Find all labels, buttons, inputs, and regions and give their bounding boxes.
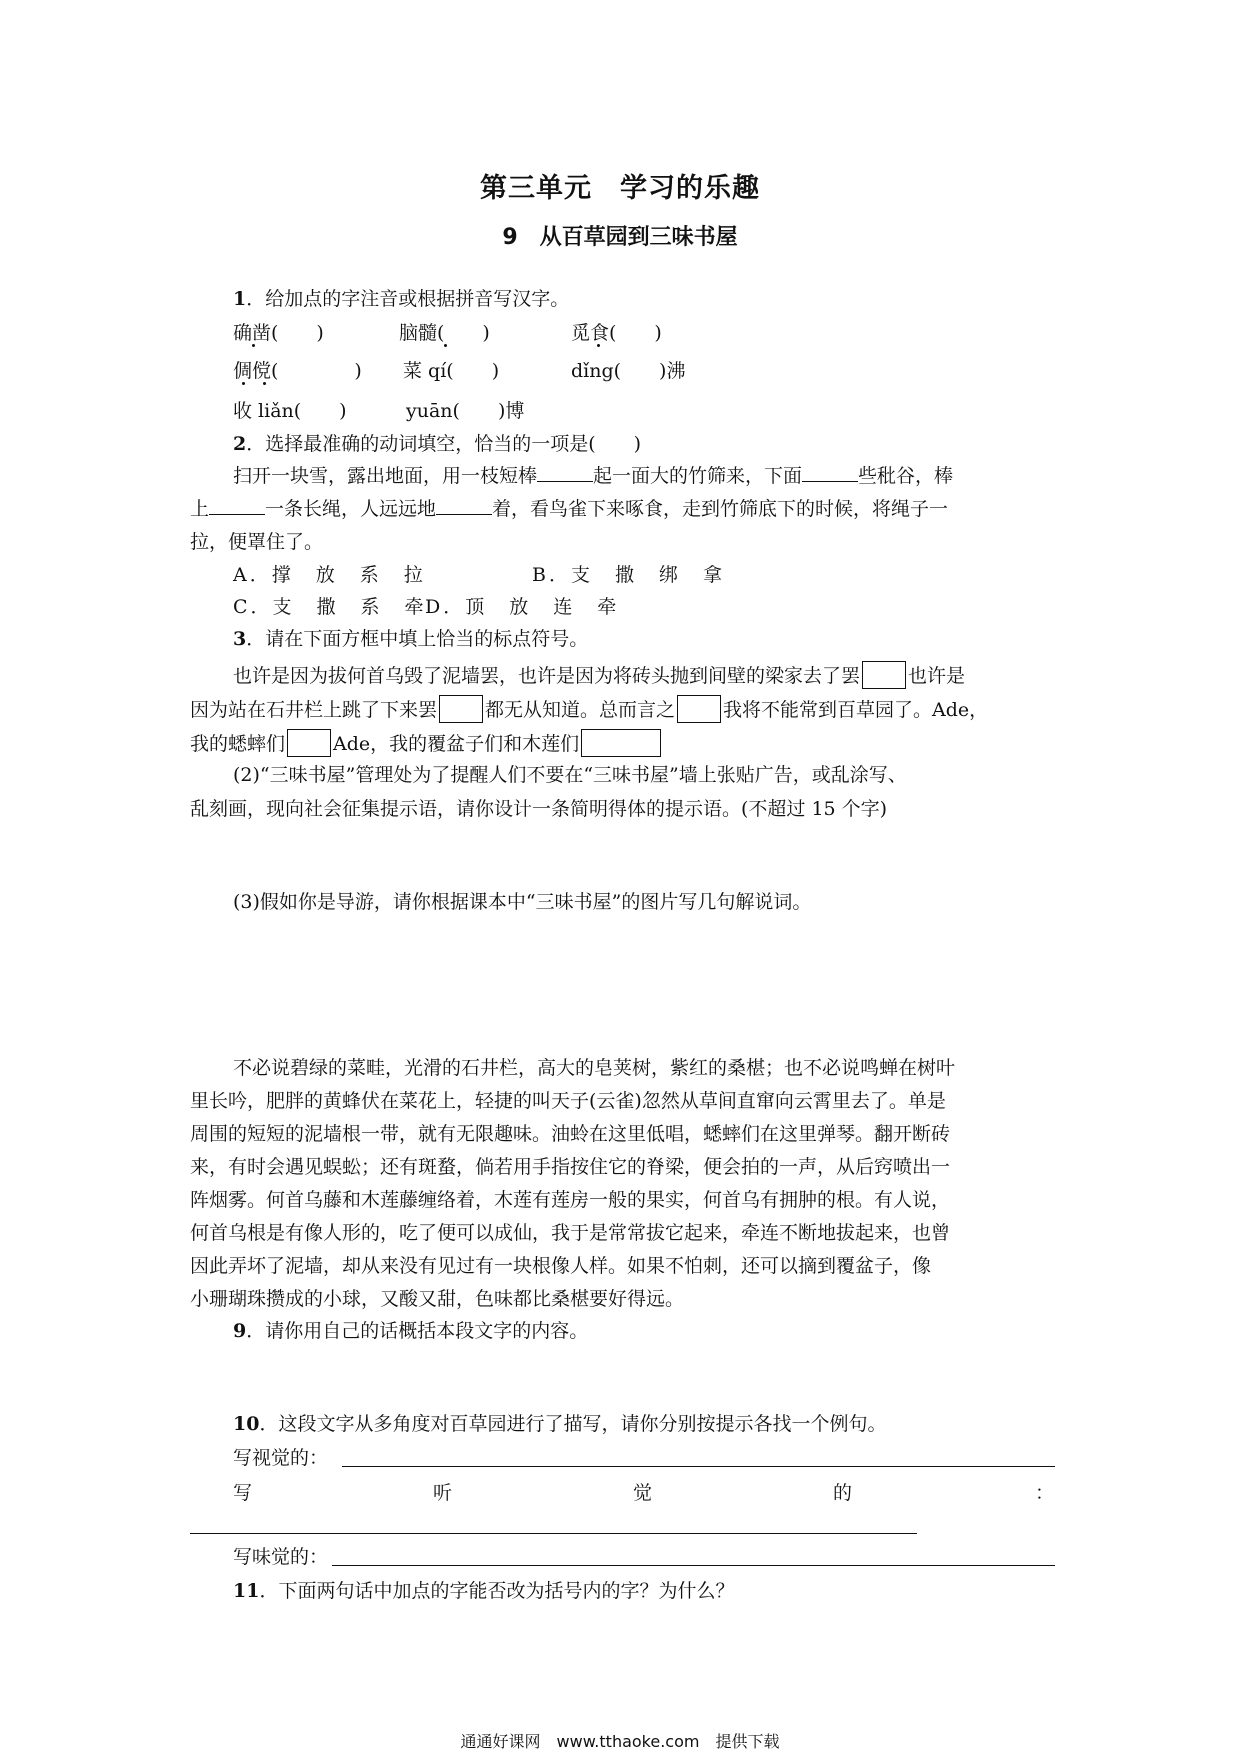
passage-line: 来，有时会遇见蜈蚣；还有斑蝥，倘若用手指按住它的脊梁，便会拍的一声，从后窍喷出一 (190, 1156, 951, 1178)
q10-visual-label: 写视觉的： (233, 1447, 329, 1469)
q10-hearing-char: 觉 (633, 1482, 653, 1504)
q1-item-5: 菜 qí( ) (403, 360, 500, 382)
punctuation-box[interactable] (287, 729, 331, 757)
q10-hearing-char: 的 (833, 1482, 853, 1504)
q2-passage-line-2: 上 一条长绳，人远远地 着，看鸟雀下来啄食，走到竹筛底下的时候，将绳子一 (190, 498, 949, 520)
q3-line-3: 我的蟋蟀们 Ade，我的覆盆子们和木莲们 (190, 729, 663, 757)
emphasis-dot (242, 382, 245, 385)
q1-item-1: 确凿( ) (233, 322, 324, 344)
q1-stem: 1．给加点的字注音或根据拼音写汉字。 (233, 288, 570, 310)
emphasis-dot (252, 344, 255, 347)
q10-hearing-char: 听 (433, 1482, 453, 1504)
emphasis-dot (263, 382, 266, 385)
q3-line-1: 也许是因为拔何首乌毁了泥墙罢，也许是因为将砖头抛到间壁的梁家去了罢 也许是 (233, 661, 965, 689)
q1-item-2: 脑髓( ) (399, 322, 490, 344)
q3-line-2: 因为站在石井栏上跳了下来罢 都无从知道。总而言之 我将不能常到百草园了。Ade， (190, 695, 988, 723)
passage-line: 里长吟，肥胖的黄蜂伏在菜花上，轻捷的叫天子(云雀)忽然从草间直窜向云霄里去了。单是 (190, 1090, 946, 1112)
q2-passage-line-3: 拉，便罩住了。 (190, 531, 324, 553)
q2-stem: 2．选择最准确的动词填空，恰当的一项是( ) (233, 433, 642, 455)
punctuation-box[interactable] (677, 695, 721, 723)
q2-passage-line-1: 扫开一块雪，露出地面，用一枝短棒 起一面大的竹筛来，下面 些秕谷，棒 (233, 465, 954, 487)
q3-part-2-line-2: 乱刻画，现向社会征集提示语，请你设计一条简明得体的提示语。(不超过 15 个字) (190, 798, 888, 820)
q9-stem: 9．请你用自己的话概括本段文字的内容。 (233, 1320, 589, 1342)
punctuation-box[interactable] (439, 695, 483, 723)
q2-option-a: A．撑 放 系 拉 (233, 564, 426, 586)
answer-line[interactable] (342, 1466, 1055, 1467)
unit-title: 第三单元 学习的乐趣 (480, 173, 760, 204)
q3-part-2-line-1: (2)“三味书屋”管理处为了提醒人们不要在“三味书屋”墙上张贴广告，或乱涂写、 (233, 764, 907, 786)
q2-option-c: C．支 撒 系 牵 (233, 596, 427, 618)
q2-option-b: B．支 撒 绑 拿 (532, 564, 725, 586)
q10-taste-label: 写味觉的： (233, 1546, 329, 1568)
passage-line: 小珊瑚珠攒成的小球，又酸又甜，色味都比桑椹要好得远。 (190, 1288, 685, 1310)
q3-part-3: (3)假如你是导游，请你根据课本中“三味书屋”的图片写几句解说词。 (233, 891, 812, 913)
q11-stem: 11．下面两句话中加点的字能否改为括号内的字？为什么？ (233, 1580, 735, 1602)
q1-item-8: yuān( )博 (406, 400, 525, 422)
q1-item-7: 收 liǎn( ) (233, 400, 347, 422)
punctuation-box[interactable] (581, 729, 661, 757)
q2-option-d: D．顶 放 连 牵 (425, 596, 620, 618)
q10-stem: 10．这段文字从多角度对百草园进行了描写，请你分别按提示各找一个例句。 (233, 1413, 887, 1435)
lesson-title: 9 从百草园到三味书屋 (502, 225, 738, 250)
emphasis-dot (444, 344, 447, 347)
footer: 通通好课网 www.tthaoke.com 提供下载 (460, 1732, 780, 1751)
passage-line: 阵烟雾。何首乌藤和木莲藤缠络着，木莲有莲房一般的果实，何首乌有拥肿的根。有人说， (190, 1189, 951, 1211)
emphasis-dot (597, 344, 600, 347)
passage-line: 周围的短短的泥墙根一带，就有无限趣味。油蛉在这里低唱，蟋蟀们在这里弹琴。翻开断砖 (190, 1123, 951, 1145)
q10-hearing-char: 写 (233, 1482, 253, 1504)
passage-line: 何首乌根是有像人形的，吃了便可以成仙，我于是常常拔它起来，牵连不断地拔起来，也曾 (190, 1222, 951, 1244)
passage-line: 因此弄坏了泥墙，却从来没有见过有一块根像人样。如果不怕刺，还可以摘到覆盆子，像 (190, 1255, 932, 1277)
q1-item-4: 倜傥( ) (233, 360, 362, 382)
answer-line[interactable] (332, 1565, 1055, 1566)
q3-stem: 3．请在下面方框中填上恰当的标点符号。 (233, 628, 589, 650)
passage-line: 不必说碧绿的菜畦，光滑的石井栏，高大的皂荚树，紫红的桑椹；也不必说鸣蝉在树叶 (233, 1057, 956, 1079)
answer-line[interactable] (190, 1533, 917, 1534)
punctuation-box[interactable] (862, 661, 906, 689)
q10-hearing-char: ： (1035, 1482, 1055, 1504)
q1-item-3: 觅食( ) (571, 322, 662, 344)
q1-item-6: dǐng( )沸 (571, 360, 686, 382)
